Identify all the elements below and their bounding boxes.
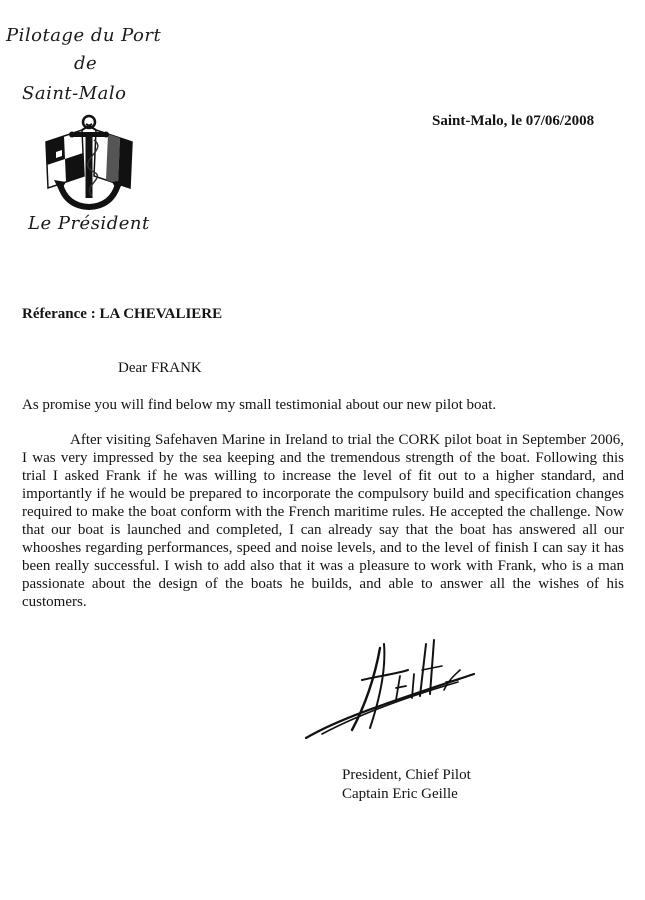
greeting: Dear FRANK	[118, 360, 202, 376]
reference-line: Réferance : LA CHEVALIERE	[22, 306, 223, 322]
letterhead-line-organisation: Pilotage du Port	[6, 25, 162, 46]
body-paragraph: After visiting Safehaven Marine in Ireland to trial the CORK pilot boat in September 2006, I was very impressed by the sea keeping and the tremendous strength of the boat. Following this trial I asked Frank if he was willing to increase the level of fit out to a higher standard, and importantly if he would be prepared to incorporate the compulsory build and specification changes required to make the boat conform with the French maritime rules. He accepted the challenge. Now that our boat is launched and completed, I can already say that the boat has answered all our whooshes regarding performances, speed and noise levels, and to the level of finish I can say it has been really successful. I wish to add also that it was a pleasure to work with Frank, who is a man passionate about the design of the boats he builds, and able to answer all the wishes of his customers.	[22, 432, 624, 610]
letterhead-line-de: de	[74, 53, 98, 74]
anchor-flags-emblem-icon	[34, 112, 144, 217]
date-line: Saint-Malo, le 07/06/2008	[432, 113, 595, 129]
letterhead-line-city: Saint-Malo	[22, 83, 127, 104]
letterhead-line-president: Le Président	[28, 213, 150, 234]
intro-sentence: As promise you will find below my small testimonial about our new pilot boat.	[22, 397, 497, 413]
signatory-name: Captain Eric Geille	[342, 786, 458, 802]
handwritten-signature	[300, 630, 490, 750]
signatory-title: President, Chief Pilot	[342, 767, 471, 783]
